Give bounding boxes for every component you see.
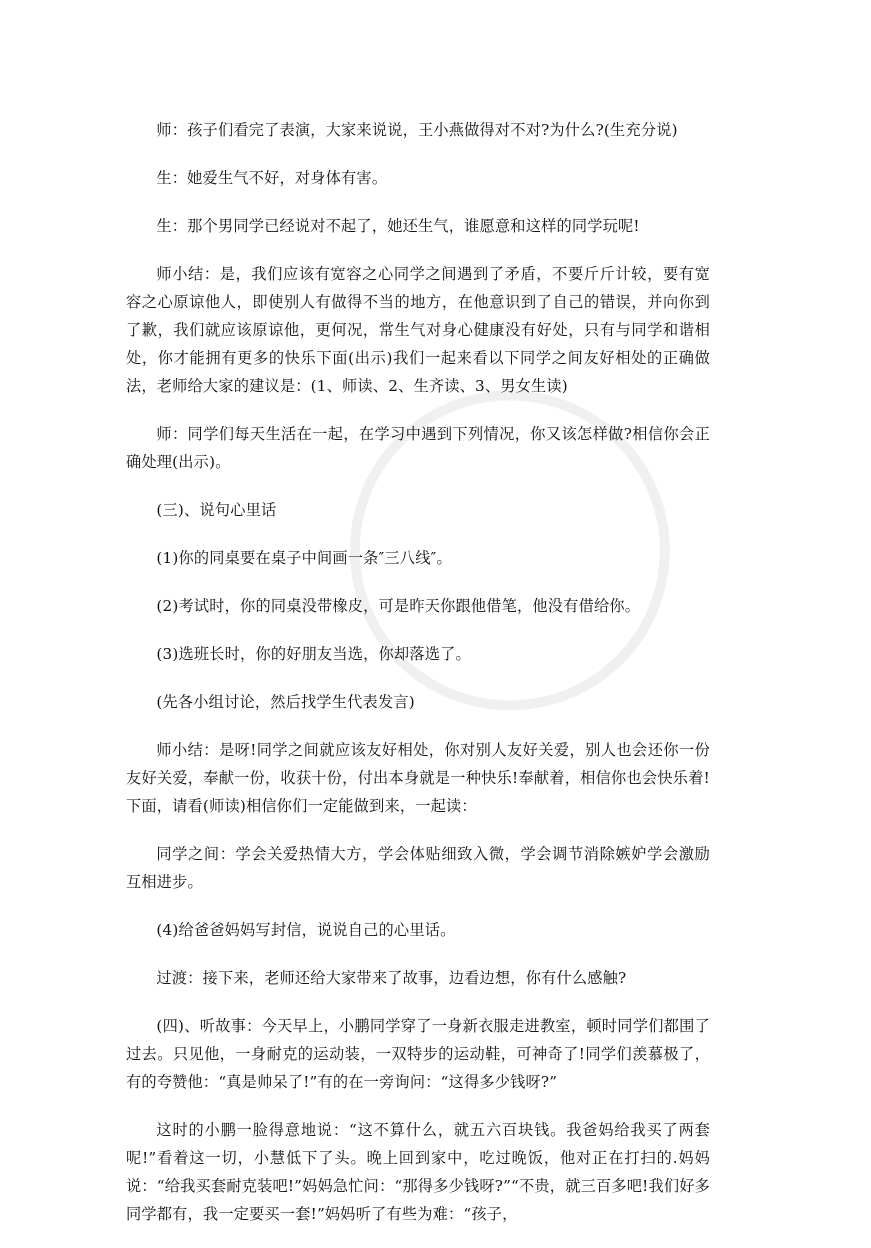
paragraph: (先各小组讨论，然后找学生代表发言) [156, 693, 415, 711]
paragraph: 师小结：是呀!同学之间就应该友好相处，你对别人友好关爱，别人也会还你一份友好关爱，奉献一份，收获十份，付出本身就是一种快乐!奉献着，相信你也会快乐着!下面，请看(师读)相信你们一定能做到来，一起读： [126, 741, 710, 815]
paragraph: 师：同学们每天生活在一起，在学习中遇到下列情况，你又该怎样做?相信你会正确处理(出示)。 [126, 425, 710, 471]
list-item: (2)考试时，你的同桌没带橡皮，可是昨天你跟他借笔，他没有借给你。 [156, 597, 641, 615]
list-item: (1)你的同桌要在桌子中间画一条″三八线″。 [156, 549, 452, 567]
paragraph: 同学之间：学会关爱热情大方，学会体贴细致入微，学会调节消除嫉妒学会激励互相进步。 [126, 845, 710, 891]
paragraph: 师：孩子们看完了表演，大家来说说，王小燕做得对不对?为什么?(生充分说) [156, 121, 678, 139]
section-heading: (三)、说句心里话 [156, 501, 277, 519]
paragraph: 过渡：接下来，老师还给大家带来了故事，边看边想，你有什么感触? [156, 969, 627, 987]
list-item: (3)选班长时，你的好朋友当选，你却落选了。 [156, 645, 471, 663]
section-heading: (四)、听故事：今天早上，小鹏同学穿了一身新衣服走进教室，顿时同学们都围了过去。只见他，一身耐克的运动装，一双特步的运动鞋，可神奇了!同学们羡慕极了，有的夸赞他：“真是帅呆了!”有的在一旁询问：“这得多少钱呀?” [126, 1017, 710, 1091]
paragraph: 生：那个男同学已经说对不起了，她还生气，谁愿意和这样的同学玩呢! [156, 217, 640, 235]
document-body [126, 116, 710, 1248]
paragraph: 这时的小鹏一脸得意地说：“这不算什么，就五六百块钱。我爸妈给我买了两套呢!”看着这一切，小慧低下了头。晚上回到家中，吃过晚饭，他对正在打扫的.妈妈说：“给我买套耐克装吧!”妈妈急忙问：“那得多少钱呀?”“不贵，就三百多吧!我们好多同学都有，我一定要买一套!”妈妈听了有些为难：“孩子， [126, 1121, 710, 1223]
paragraph: 师小结：是，我们应该有宽容之心同学之间遇到了矛盾，不要斤斤计较，要有宽容之心原谅他人，即使别人有做得不当的地方，在他意识到了自己的错误，并向你到了歉，我们就应该原谅他，更何况，常生气对身心健康没有好处，只有与同学和谐相处，你才能拥有更多的快乐下面(出示)我们一起来看以下同学之间友好相处的正确做法，老师给大家的建议是：(1、师读、2、生齐读、3、男女生读) [126, 265, 710, 395]
paragraph: 生：她爱生气不好，对身体有害。 [156, 169, 388, 187]
list-item: (4)给爸爸妈妈写封信，说说自己的心里话。 [156, 921, 456, 939]
